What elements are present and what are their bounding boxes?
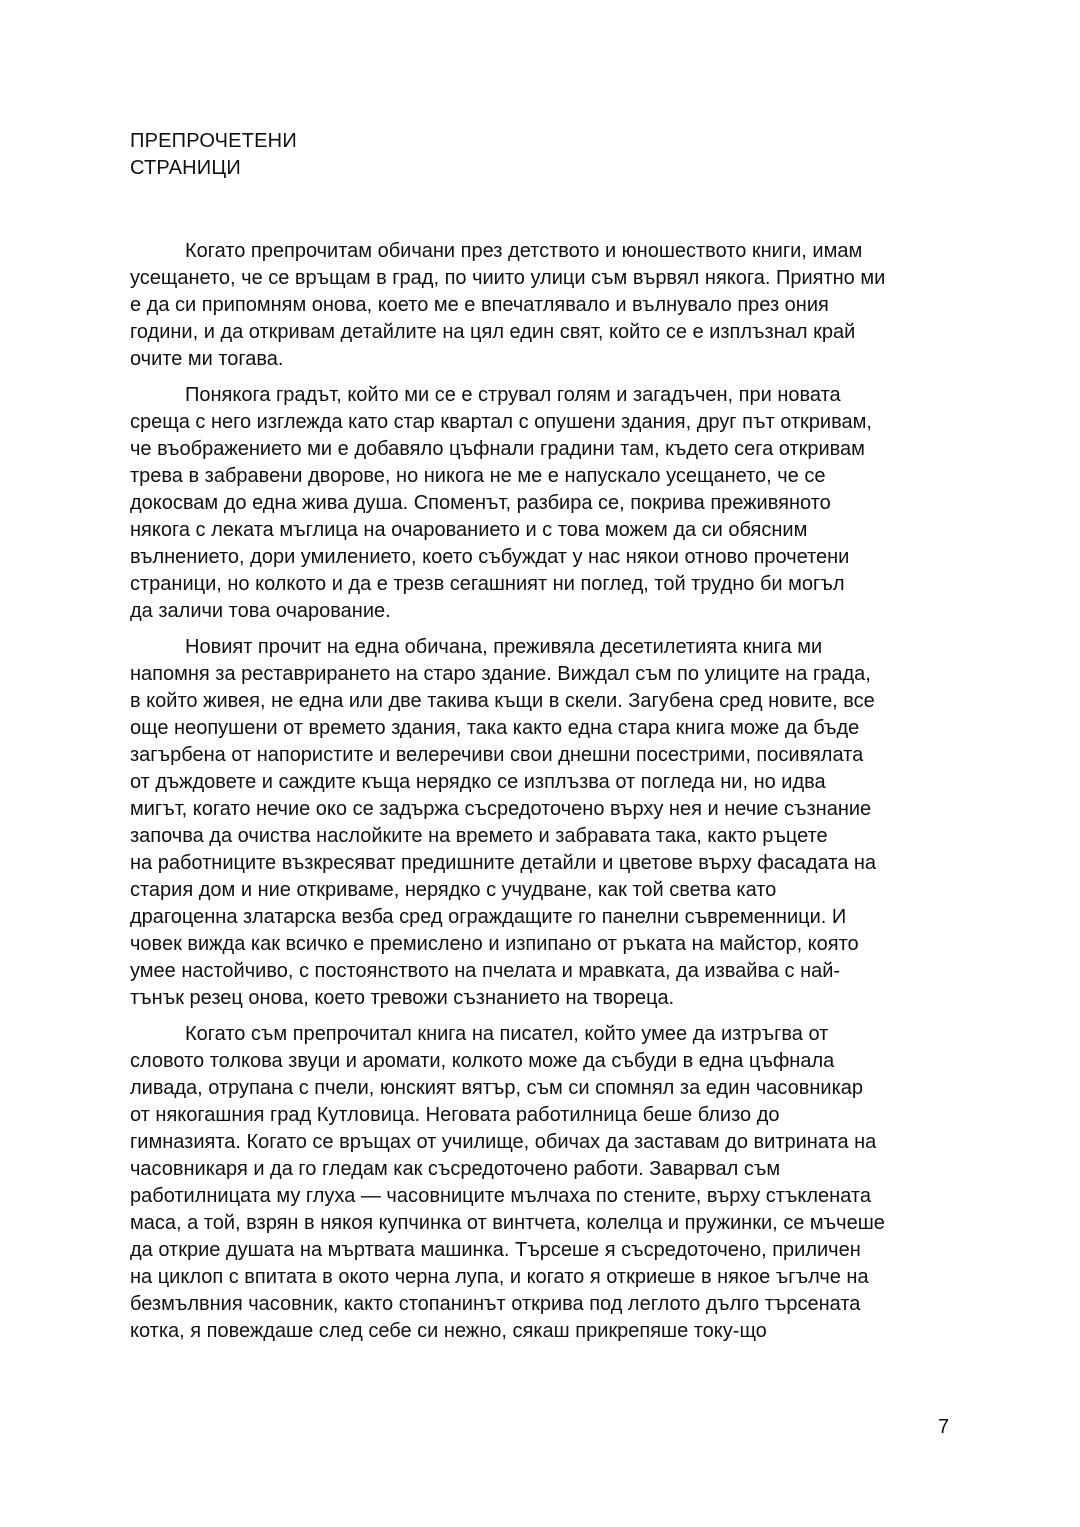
paragraph-line: започва да очиства наслойките на времето и забравата така, както ръцете (130, 825, 828, 847)
paragraph-line: Когато препрочитам обичани през детството и юношеството книги, имам (185, 240, 863, 262)
paragraph-line: години, и да откривам детайлите на цял един свят, който се е изплъзнал край (130, 321, 856, 343)
paragraph-line: работилницата му глуха — часовниците мълчаха по стените, върху стъклената (130, 1185, 871, 1207)
paragraph-line: страници, но колкото и да е трезв сегашният ни поглед, той трудно би могъл (130, 573, 845, 595)
paragraph-line: Новият прочит на една обичана, преживяла десетилетията книга ми (185, 636, 823, 658)
paragraph-line: усещането, че се връщам в град, по чиито улици съм вървял някога. Приятно ми (130, 267, 886, 289)
paragraph (130, 238, 960, 373)
paragraph-line: докосвам до една жива душа. Споменът, разбира се, покрива преживяното (130, 492, 831, 514)
paragraph-line: на циклоп с впитата в окото черна лупа, и когато я откриеше в някое ъгълче на (130, 1266, 869, 1288)
chapter-title-line: ПРЕПРОЧЕТЕНИ (130, 130, 297, 152)
paragraph-line: да открие душата на мъртвата машинка. Търсеше я съсредоточено, приличен (130, 1239, 861, 1261)
paragraph-line: мигът, когато нечие око се задържа съсредоточено върху нея и нечие съзнание (130, 798, 872, 820)
paragraph-line: някога с леката мъглица на очарованието и с това можем да си обясним (130, 519, 808, 541)
paragraph-line: маса, а той, взрян в някоя купчинка от винтчета, колелца и пружинки, се мъчеше (130, 1212, 885, 1234)
paragraph (130, 1021, 960, 1345)
paragraph-line: напомня за реставрирането на старо здание. Виждал съм по улиците на града, (130, 663, 871, 685)
paragraph-line: от някогашния град Кутловица. Неговата работилница беше близо до (130, 1104, 780, 1126)
paragraph-line: в който живея, не една или две такива къщи в скели. Загубена сред новите, все (130, 690, 875, 712)
paragraph-line: от дъждовете и саждите къща нерядко се изплъзва от погледа ни, но идва (130, 771, 826, 793)
chapter-title (130, 128, 297, 182)
paragraph-line: среща с него изглежда като стар квартал с опушени здания, друг път откривам, (130, 411, 872, 433)
paragraph-line: да заличи това очарование. (130, 600, 391, 622)
body-text (130, 238, 960, 1354)
paragraph-line: гимназията. Когато се връщах от училище, обичах да заставам до витрината на (130, 1131, 877, 1153)
paragraph-line: Понякога градът, който ми се е струвал голям и загадъчен, при новата (185, 384, 841, 406)
paragraph-line: драгоценна златарска везба сред ограждащите го панелни съвременници. И (130, 906, 847, 928)
paragraph-line: котка, я повеждаше след себе си нежно, сякаш прикрепяше току-що (130, 1320, 767, 1342)
chapter-title-line: СТРАНИЦИ (130, 157, 241, 179)
page-number: 7 (938, 1416, 950, 1438)
paragraph-line: трева в забравени дворове, но никога не ме е напускало усещането, че се (130, 465, 826, 487)
paragraph-line: още неопушени от времето здания, така както една стара книга може да бъде (130, 717, 860, 739)
paragraph-line: безмълвния часовник, както стопанинът открива под леглото дълго търсената (130, 1293, 861, 1315)
paragraph (130, 382, 960, 625)
paragraph (130, 634, 960, 1012)
paragraph-line: е да си припомням онова, което ме е впечатлявало и вълнувало през ония (130, 294, 829, 316)
paragraph-line: че въображението ми е добавяло цъфнали градини там, където сега откривам (130, 438, 865, 460)
paragraph-line: словото толкова звуци и аромати, колкото може да събуди в една цъфнала (130, 1050, 835, 1072)
paragraph-line: на работниците възкресяват предишните детайли и цветове върху фасадата на (130, 852, 877, 874)
paragraph-line: ливада, отрупана с пчели, юнският вятър, съм си спомнял за един часовникар (130, 1077, 864, 1099)
paragraph-line: часовникаря и да го гледам как съсредоточено работи. Заварвал съм (130, 1158, 781, 1180)
paragraph-line: тънък резец онова, което тревожи съзнанието на твореца. (130, 987, 675, 1009)
paragraph-line: Когато съм препрочитал книга на писател, който умее да изтръгва от (185, 1023, 829, 1045)
paragraph-line: умее настойчиво, с постоянството на пчелата и мравката, да извайва с най- (130, 960, 841, 982)
paragraph-line: вълнението, дори умилението, което събуждат у нас някои отново прочетени (130, 546, 850, 568)
paragraph-line: загърбена от напористите и велеречиви свои днешни посестрими, посивялата (130, 744, 864, 766)
paragraph-line: стария дом и ние откриваме, нерядко с учудване, как той светва като (130, 879, 777, 901)
paragraph-line: човек вижда как всичко е премислено и изпипано от ръката на майстор, която (130, 933, 859, 955)
paragraph-line: очите ми тогава. (130, 348, 284, 370)
